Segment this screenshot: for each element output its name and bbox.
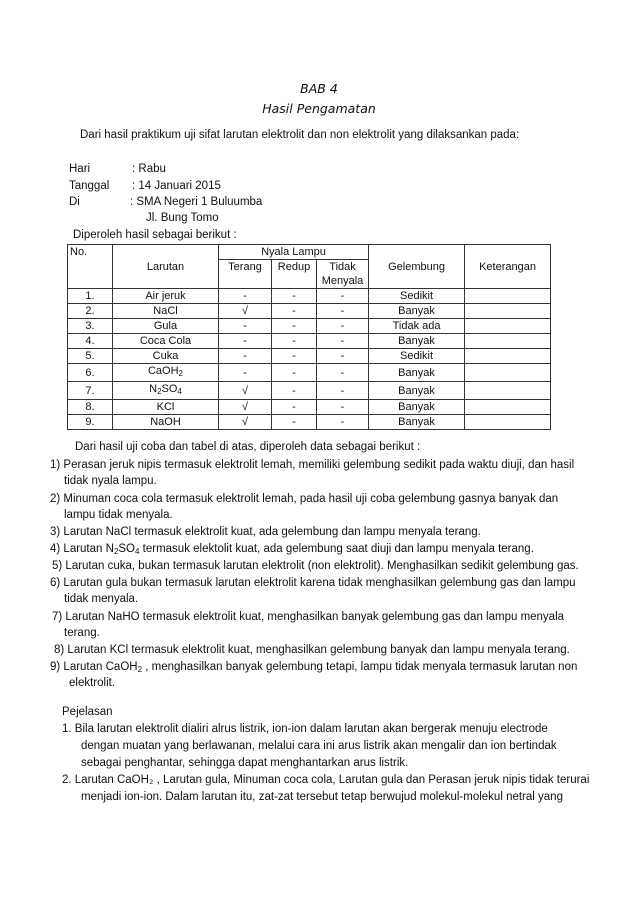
row-gelembung: Banyak	[369, 415, 465, 430]
row-redup: -	[272, 364, 317, 382]
row-gelembung: Banyak	[369, 304, 465, 319]
row-no: 8.	[68, 400, 113, 415]
row-tidak: -	[317, 349, 369, 364]
table-row	[68, 304, 551, 319]
table-row	[68, 415, 551, 430]
row-terang: -	[219, 319, 272, 334]
row-larutan: KCl	[113, 400, 219, 415]
conclusion-2-cont: lampu tidak menyala.	[64, 509, 173, 521]
row-no: 2.	[68, 304, 113, 319]
row-terang: -	[219, 364, 272, 382]
place-label: Di	[69, 196, 80, 208]
header-menyala: Menyala	[317, 274, 369, 289]
header-keterangan: Keterangan	[465, 245, 551, 289]
row-terang: -	[219, 334, 272, 349]
row-tidak: -	[317, 364, 369, 382]
table-row	[68, 382, 551, 400]
conclusion-intro: Dari hasil uji coba dan tabel di atas, diperoleh data sebagai berikut :	[75, 441, 421, 453]
row-terang: -	[219, 349, 272, 364]
row-keterangan	[465, 304, 551, 319]
row-gelembung: Sedikit	[369, 349, 465, 364]
conclusion-1: 1) Perasan jeruk nipis termasuk elektrolit lemah, memiliki gelembung sedikit pada waktu diuji, dan hasil	[50, 459, 575, 471]
row-keterangan	[465, 364, 551, 382]
row-redup: -	[272, 382, 317, 400]
explanation-2-cont: menjadi ion-ion. Dalam larutan itu, zat-zat tersebut tetap berwujud molekul-molekul netral yang	[81, 791, 563, 803]
row-terang: √	[219, 382, 272, 400]
text: 9) Larutan CaOH	[50, 661, 138, 673]
explanation-1: 1. Bila larutan elektrolit dialiri alrus listrik, ion-ion dalam larutan akan bergerak menuju electrode	[62, 723, 548, 735]
row-tidak: -	[317, 304, 369, 319]
conclusion-6-cont: tidak menyala.	[64, 593, 139, 605]
row-redup: -	[272, 304, 317, 319]
place-value: : SMA Negeri 1 Buluumba	[130, 196, 263, 208]
header-gelembung: Gelembung	[369, 245, 465, 289]
conclusion-4	[50, 542, 534, 559]
day-label: Hari	[69, 163, 91, 175]
row-redup: -	[272, 415, 317, 430]
row-larutan	[113, 364, 219, 382]
date-value: : 14 Januari 2015	[132, 180, 221, 192]
row-redup: -	[272, 349, 317, 364]
explanation-heading: Pejelasan	[62, 706, 113, 718]
row-no: 6.	[68, 364, 113, 382]
intro-text: Dari hasil praktikum uji sifat larutan elektrolit dan non elektrolit yang dilaksankan pada:	[80, 129, 520, 141]
table-row	[68, 349, 551, 364]
row-no: 4.	[68, 334, 113, 349]
row-tidak: -	[317, 319, 369, 334]
row-gelembung: Tidak ada	[369, 319, 465, 334]
row-redup: -	[272, 400, 317, 415]
chapter-number: BAB 4	[300, 81, 338, 96]
row-larutan: Coca Cola	[113, 334, 219, 349]
conclusion-9	[50, 660, 577, 677]
text: 4) Larutan N	[50, 543, 114, 555]
conclusion-7-cont: terang.	[64, 627, 100, 639]
row-gelembung: Banyak	[369, 334, 465, 349]
text: SO	[118, 543, 136, 555]
row-no: 1.	[68, 289, 113, 304]
row-tidak: -	[317, 400, 369, 415]
conclusion-7: 7) Larutan NaHO termasuk elektrolit kuat, menghasilkan banyak gelembung gas dan lampu menyala	[52, 611, 565, 623]
formula-subscript: 2	[178, 369, 183, 378]
row-redup: -	[272, 334, 317, 349]
chapter-title: Hasil Pengamatan	[262, 101, 376, 116]
row-tidak: -	[317, 415, 369, 430]
row-larutan: Gula	[113, 319, 219, 334]
observation-table	[67, 244, 551, 430]
explanation-1-cont2: sebagai penghantar, sehingga dapat menghantarkan arus listrik.	[81, 757, 409, 769]
row-terang: √	[219, 304, 272, 319]
row-terang: -	[219, 289, 272, 304]
row-larutan: Cuka	[113, 349, 219, 364]
row-keterangan	[465, 415, 551, 430]
row-terang: √	[219, 400, 272, 415]
row-keterangan	[465, 382, 551, 400]
formula-text: SO	[161, 383, 178, 395]
row-no: 7.	[68, 382, 113, 400]
row-redup: -	[272, 289, 317, 304]
conclusion-1-cont: tidak nyala lampu.	[64, 475, 157, 487]
row-keterangan	[465, 400, 551, 415]
row-tidak: -	[317, 334, 369, 349]
conclusion-2: 2) Minuman coca cola termasuk elektrolit lemah, pada hasil uji coba gelembung gasnya banyak dan	[50, 493, 559, 505]
row-keterangan	[465, 334, 551, 349]
row-no: 3.	[68, 319, 113, 334]
row-keterangan	[465, 319, 551, 334]
day-value: : Rabu	[132, 163, 166, 175]
table-row	[68, 289, 551, 304]
header-redup: Redup	[272, 260, 317, 289]
text: , menghasilkan banyak gelembung tetapi, lampu tidak menyala termasuk larutan non	[142, 661, 578, 673]
row-larutan: NaOH	[113, 415, 219, 430]
formula-subscript: 4	[177, 387, 182, 396]
row-keterangan	[465, 349, 551, 364]
conclusion-8: 8) Larutan KCl termasuk elektrolit kuat, menghasilkan gelembung banyak dan lampu menyala terang.	[54, 644, 570, 656]
table-row	[68, 400, 551, 415]
table-row	[68, 364, 551, 382]
row-tidak: -	[317, 382, 369, 400]
conclusion-9-cont: elektrolit.	[69, 677, 116, 689]
conclusion-6: 6) Larutan gula bukan termasuk larutan elektrolit karena tidak menghasilkan gelembung gas dan lampu	[50, 577, 576, 589]
header-no: No.	[68, 245, 113, 289]
formula-text: N	[149, 383, 158, 395]
formula-subscript: 4	[135, 547, 140, 556]
header-larutan: Larutan	[113, 245, 219, 289]
place-value-line2: Jl. Bung Tomo	[146, 212, 219, 224]
header-nyala-lampu: Nyala Lampu	[219, 245, 369, 260]
row-gelembung: Banyak	[369, 382, 465, 400]
row-no: 9.	[68, 415, 113, 430]
formula-text: CaOH	[147, 365, 179, 377]
formula-subscript: 2	[113, 547, 119, 556]
explanation-1-cont: dengan muatan yang berlawanan, melalui cara ini arus listrik akan mengalir dan ion bertindak	[81, 740, 557, 752]
row-terang: √	[219, 415, 272, 430]
conclusion-5: 5) Larutan cuka, bukan termasuk larutan elektrolit (non elektrolit). Menghasilkan sedikit gelembung gas.	[52, 560, 579, 572]
row-larutan	[113, 382, 219, 400]
text: termasuk elektolit kuat, ada gelembung saat diuji dan lampu menyala terang.	[139, 543, 534, 555]
row-larutan: NaCl	[113, 304, 219, 319]
formula-subscript: 2	[137, 665, 143, 674]
row-larutan: Air jeruk	[113, 289, 219, 304]
formula-subscript: 2	[157, 387, 162, 396]
header-tidak: Tidak	[317, 260, 369, 275]
row-keterangan	[465, 289, 551, 304]
date-label: Tanggal	[69, 180, 110, 192]
row-gelembung: Banyak	[369, 400, 465, 415]
table-intro: Diperoleh hasil sebagai berikut :	[73, 229, 237, 241]
explanation-2: 2. Larutan CaOH₂ , Larutan gula, Minuman coca cola, Larutan gula dan Perasan jeruk nipis tidak terurai	[62, 774, 590, 786]
header-terang: Terang	[219, 260, 272, 289]
table-row	[68, 334, 551, 349]
row-redup: -	[272, 319, 317, 334]
row-tidak: -	[317, 289, 369, 304]
row-no: 5.	[68, 349, 113, 364]
conclusion-3: 3) Larutan NaCl termasuk elektrolit kuat, ada gelembung dan lampu menyala terang.	[50, 526, 481, 538]
row-gelembung: Banyak	[369, 364, 465, 382]
table-row	[68, 319, 551, 334]
row-gelembung: Sedikit	[369, 289, 465, 304]
